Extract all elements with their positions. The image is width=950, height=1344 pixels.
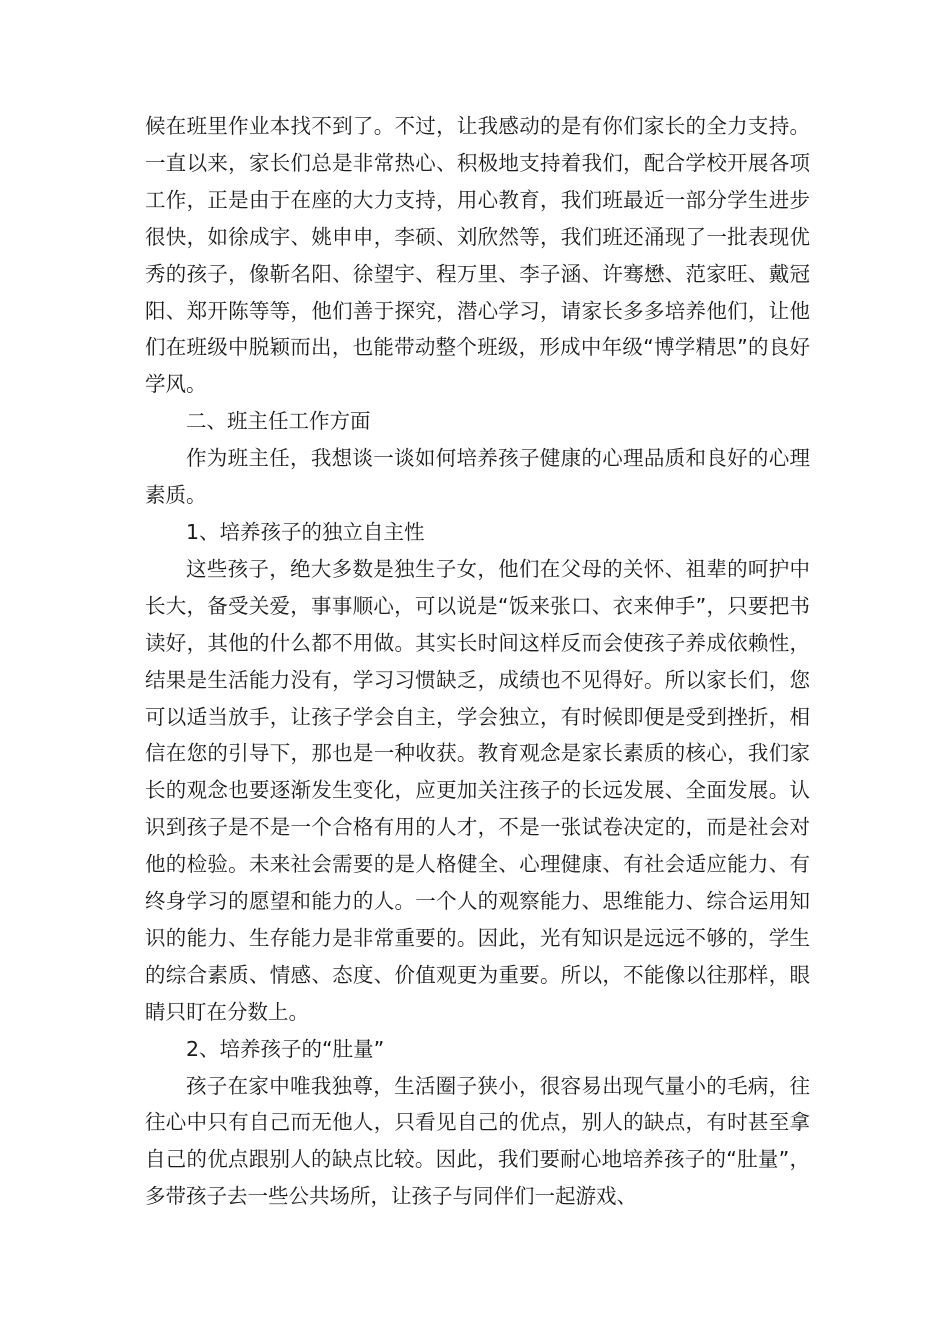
subsection-heading: 2、培养孩子的“肚量” [186,1036,385,1061]
paragraph: 孩子在家中唯我独尊，生活圈子狭小，很容易出现气量小的毛病，往往心中只有自己而无他人，只看见自己的优点，别人的缺点，有时甚至拿自己的优点跟别人的缺点比较。因此，我们要耐心地培养孩子的“肚量”，多带孩子去一些公共场所，让孩子与同伴们一起游戏、 [145,1073,810,1209]
paragraph-continued: 候在班里作业本找不到了。不过，让我感动的是有你们家长的全力支持。一直以来，家长们总是非常热心、积极地支持着我们，配合学校开展各项工作，正是由于在座的大力支持，用心教育，我们班最近一部分学生进步很快，如徐成宇、姚申申，李硕、刘欣然等，我们班还涌现了一批表现优秀的孩子，像靳名阳、徐望宇、程万里、李子涵、许骞懋、范家旺、戴冠阳、郑开陈等等，他们善于探究，潜心学习，请家长多多培养他们，让他们在班级中脱颖而出，也能带动整个班级，形成中年级“博学精思”的良好学风。 [145,114,810,397]
paragraph: 这些孩子，绝大多数是独生子女，他们在父母的关怀、祖辈的呵护中长大，备受关爱，事事顺心，可以说是“饭来张口、衣来伸手”，只要把书读好，其他的什么都不用做。其实长时间这样反而会使孩子养成依赖性，结果是生活能力没有，学习习惯缺乏，成绩也不见得好。所以家长们，您可以适当放手，让孩子学会自主，学会独立，有时候即便是受到挫折，相信在您的引导下，那也是一种收获。教育观念是家长素质的核心，我们家长的观念也要逐渐发生变化，应更加关注孩子的长远发展、全面发展。认识到孩子是不是一个合格有用的人才，不是一张试卷决定的，而是社会对他的检验。未来社会需要的是人格健全、心理健康、有社会适应能力、有终身学习的愿望和能力的人。一个人的观察能力、思维能力、综合运用知识的能力、生存能力是非常重要的。因此，光有知识是远远不够的，学生的综合素质、情感、态度、价值观更为重要。所以，不能像以往那样，眼睛只盯在分数上。 [145,556,810,1024]
paragraph: 作为班主任，我想谈一谈如何培养孩子健康的心理品质和良好的心理素质。 [145,446,810,508]
section-heading: 二、班主任工作方面 [186,409,371,434]
subsection-heading: 1、培养孩子的独立自主性 [186,519,425,544]
document-body [145,108,810,1215]
